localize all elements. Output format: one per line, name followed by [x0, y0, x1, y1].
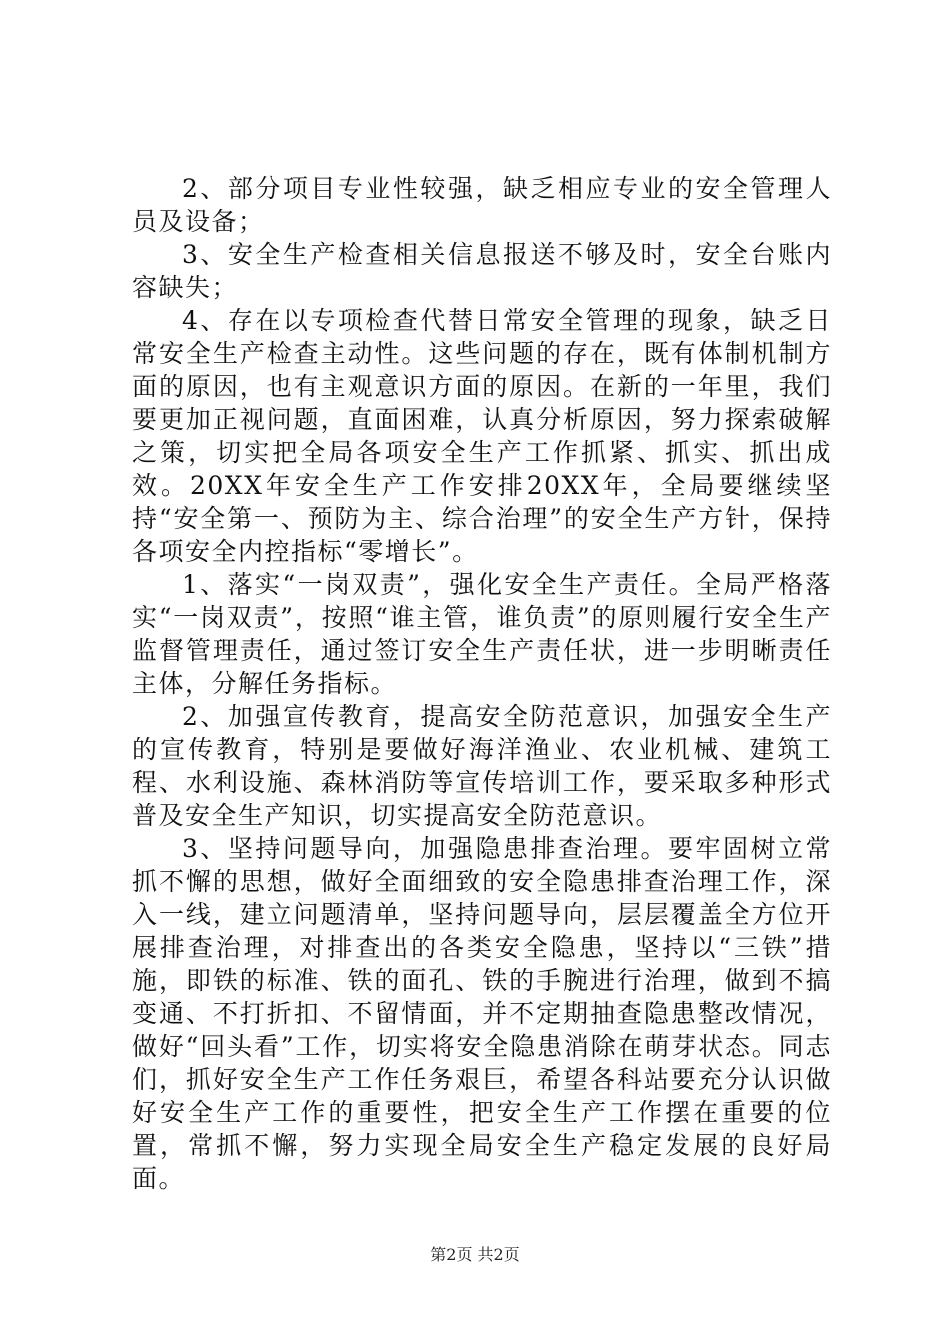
page-number-footer: 第2页 共2页	[430, 1245, 520, 1264]
paragraph: 4、存在以专项检查代替日常安全管理的现象，缺乏日常安全生产检查主动性。这些问题的存在，既有体制机制方面的原因，也有主观意识方面的原因。在新的一年里，我们要更加正视问题，直面困难，认真分析原因，努力探索破解之策，切实把全局各项安全生产工作抓紧、抓实、抓出成效。20XX年安全生产工作安排20XX年，全局要继续坚持“安全第一、预防为主、综合治理”的安全生产方针，保持各项安全内控指标“零增长”。	[132, 306, 832, 566]
paragraph: 3、坚持问题导向，加强隐患排查治理。要牢固树立常抓不懈的思想，做好全面细致的安全隐患排查治理工作，深入一线，建立问题清单，坚持问题导向，层层覆盖全方位开展排查治理，对排查出的各类安全隐患，坚持以“三铁”措施，即铁的标准、铁的面孔、铁的手腕进行治理，做到不搞变通、不打折扣、不留情面，并不定期抽查隐患整改情况，做好“回头看”工作，切实将安全隐患消除在萌芽状态。同志们，抓好安全生产工作任务艰巨，希望各科站要充分认识做好安全生产工作的重要性，把安全生产工作摆在重要的位置，常抓不懈，努力实现全局安全生产稳定发展的良好局面。	[132, 834, 832, 1193]
document-body	[132, 172, 832, 1195]
paragraph: 1、落实“一岗双责”，强化安全生产责任。全局严格落实“一岗双责”，按照“谁主管，谁负责”的原则履行安全生产监督管理责任，通过签订安全生产责任状，进一步明晰责任主体，分解任务指标。	[132, 570, 832, 698]
paragraph: 2、加强宣传教育，提高安全防范意识，加强安全生产的宣传教育，特别是要做好海洋渔业、农业机械、建筑工程、水利设施、森林消防等宣传培训工作，要采取多种形式普及安全生产知识，切实提高安全防范意识。	[132, 702, 832, 830]
paragraph: 3、安全生产检查相关信息报送不够及时，安全台账内容缺失；	[132, 240, 832, 302]
paragraph: 2、部分项目专业性较强，缺乏相应专业的安全管理人员及设备；	[132, 174, 832, 236]
